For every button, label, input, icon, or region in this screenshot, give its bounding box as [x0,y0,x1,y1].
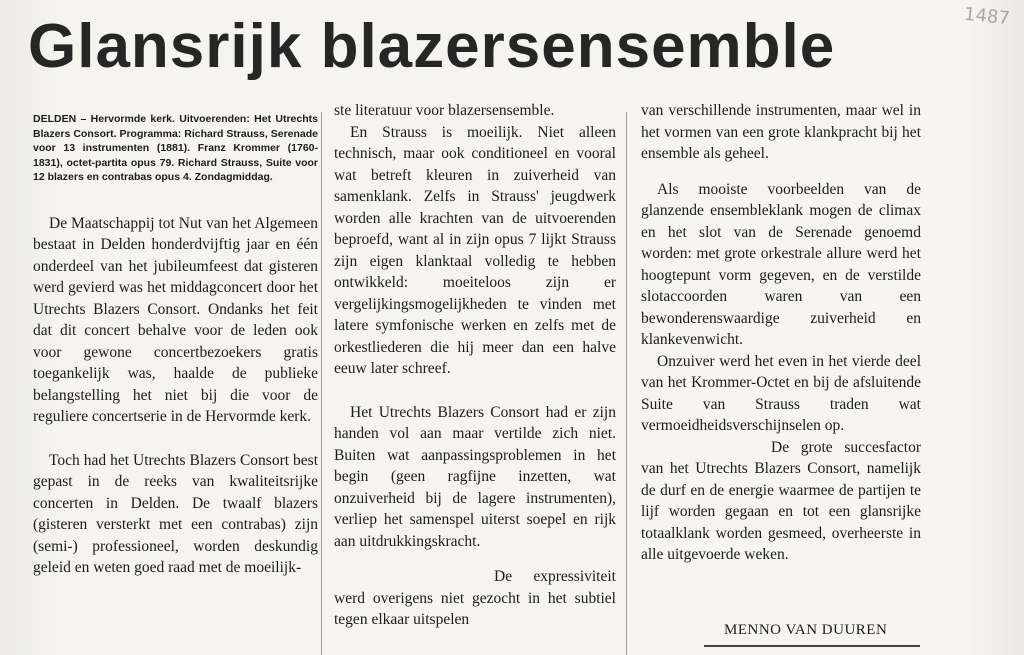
paragraph: ste literatuur voor blazersensemble. [334,102,555,119]
paragraph: Toch had het Utrechts Blazers Consort best gepast in de reeks van kwaliteitsrijke concerten in Delden. De twaalf blazers (gisteren versterkt met een contrabas) zijn (semi-) professioneel, worden deskundig geleid en weten goed raad met de moeilijk- [33,451,318,576]
column-2 [334,100,616,631]
paragraph: Het Utrechts Blazers Consort had er zijn handen vol aan maar vertilde zich niet. Buiten wat aanpassingsproblemen in het begin (geen ragfijne inzetten, wat onzuiverheid bij de lagere instrumenten), verliep het samenspel uiterst soepel en rijk aan uitdrukkingskracht. [334,403,616,550]
paragraph: En Strauss is moeilijk. Niet alleen technisch, maar ook conditioneel en vooral wat betreft kleuren in zuiverheid van samenklank. Zelfs in Strauss' jeugdwerk worden alle krachten van de uitvoerenden beproefd, want al in zijn opus 7 lijkt Strauss zijn eigen klanktaal volledig te hebben ontwikkeld: moeiteloos zijn er vergelijkingsmogelijkheden te vinden met latere symfonische werken en zelfs met de orkestliederen die hij meer dan een halve eeuw later schreef. [334,123,616,377]
pencil-annotation: 1487 [963,3,1011,30]
byline-rule [704,645,920,647]
column-1 [33,100,318,579]
column-rule [321,112,322,655]
paragraph: Onzuiver werd het even in het vierde deel van het Krommer-Octet en bij de afsluitende Suite van Strauss traden wat vermoeidheidsverschijnselen op. [641,352,921,434]
paragraph: De expressiviteit werd overigens niet gezocht in het subtiel tegen elkaar uitspelen [334,568,616,628]
concert-info: DELDEN – Hervormde kerk. Uitvoerenden: Het Utrechts Blazers Consort. Programma: Richard Strauss, Serenade voor 13 instrumenten (1881). Franz Krommer (1760-1831), octet-partita opus 79. Richard Strauss, Suite voor 12 blazers en contrabas opus 4. Zondagmiddag. [33,113,318,183]
paragraph: Als mooiste voorbeelden van de glanzende ensembleklank mogen de climax en het slot van de Serenade genoemd worden: met grote orkestrale allure werd het hoogtepunt vorm gegeven, en de verstilde slotaccoorden waren van een bewonderenswaardige zuiverheid en klankevenwicht. [641,180,921,348]
headline: Glansrijk blazersensemble [28,12,836,81]
column-3 [641,100,921,566]
byline: MENNO VAN DUUREN [724,622,888,638]
paragraph: De Maatschappij tot Nut van het Algemeen bestaat in Delden honderdvijftig jaar en één onderdeel van het jubileumfeest dat gisteren werd gevierd was het middagconcert door het Utrechts Blazers Consort. Ondanks het feit dat dit concert behalve voor de leden ook voor gewone concertbezoekers gratis toegankelijk was, haalde de publieke belangstelling het niet bij die voor de reguliere concertserie in de Hervormde kerk. [33,214,318,425]
column-rule [626,112,627,655]
paragraph: van verschillende instrumenten, maar wel in het vormen van een grote klankpracht bij het ensemble als geheel. [641,102,921,162]
paragraph: De grote succesfactor van het Utrechts Blazers Consort, namelijk de durf en de energie waarmee de partijen te lijf worden gegaan en tot een glansrijke totaalklank worden gesmeed, overheerste in alle uitgevoerde weken. [641,438,921,563]
